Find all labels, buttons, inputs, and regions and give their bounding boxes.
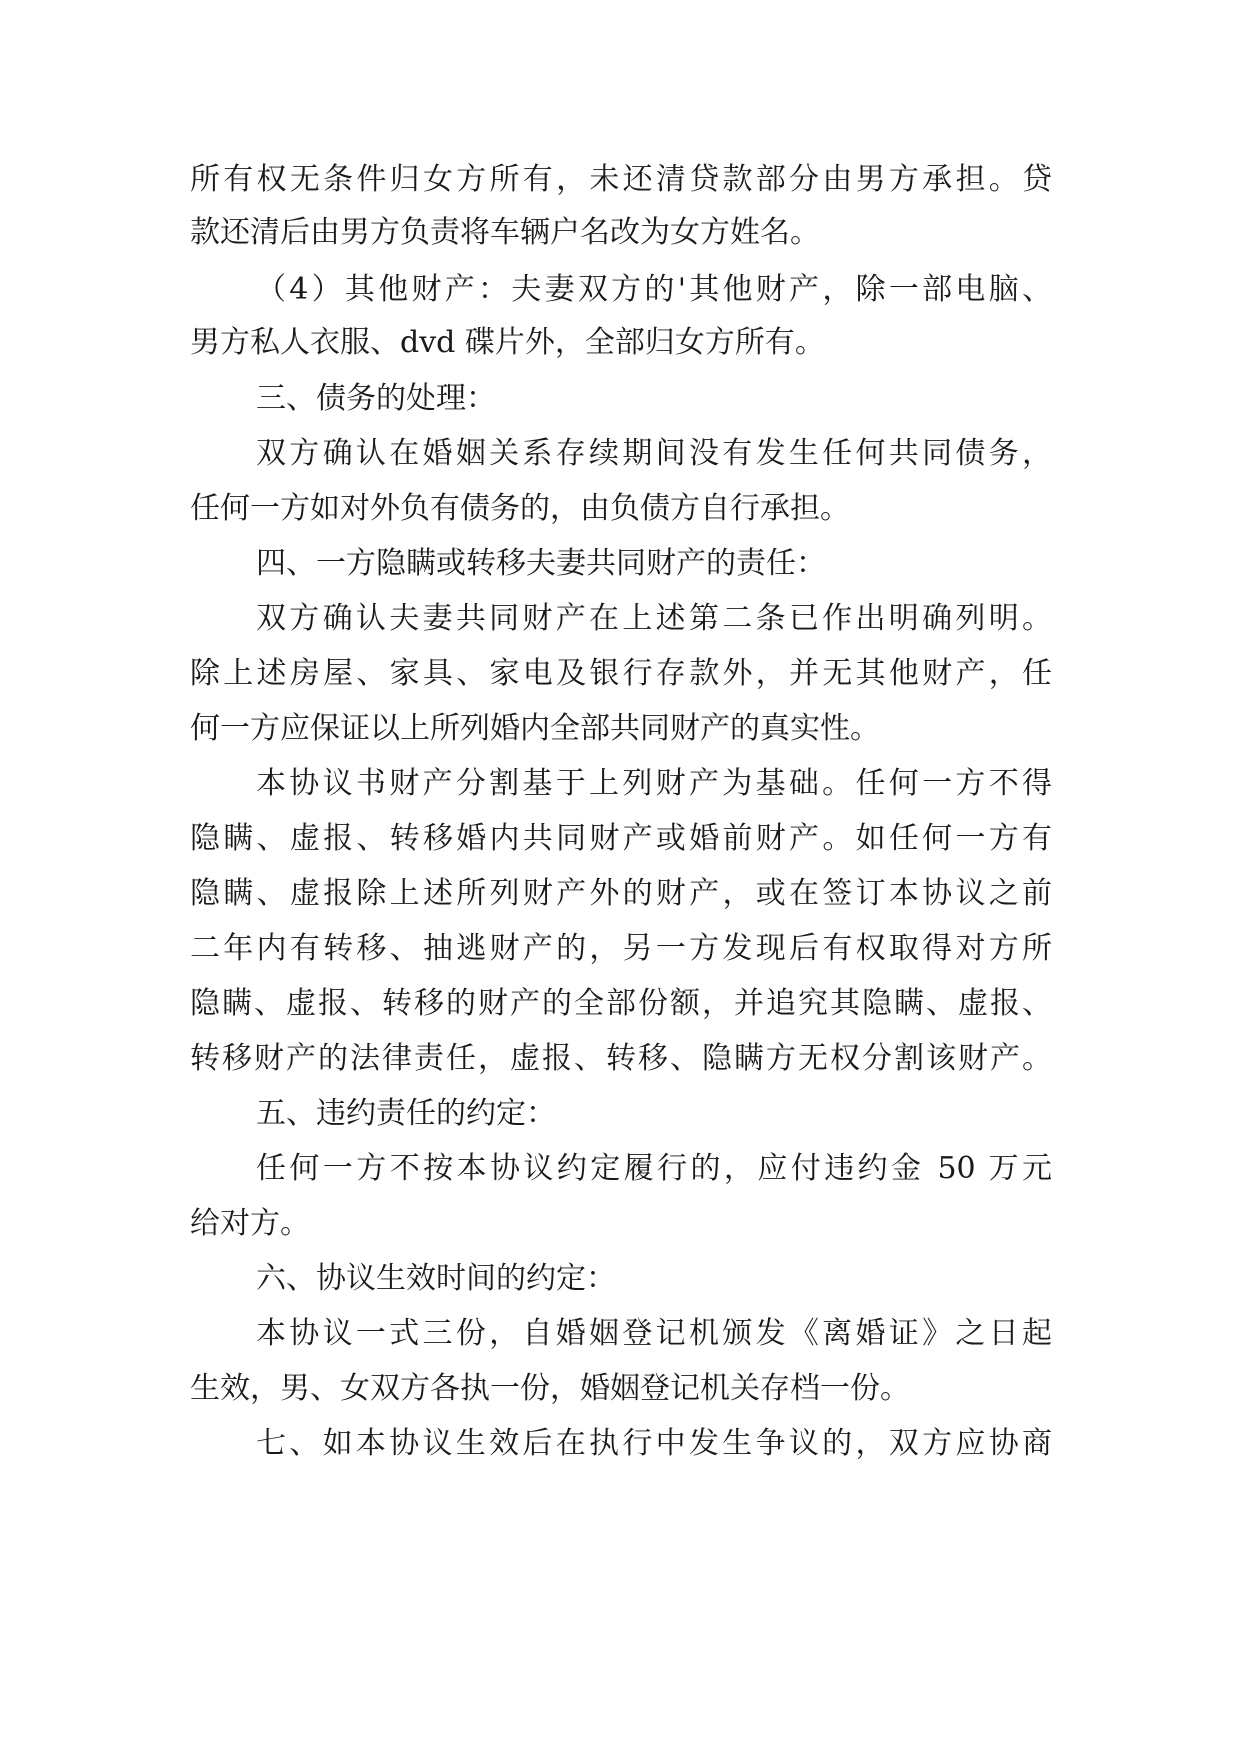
text-line: 转移财产的法律责任，虚报、转移、隐瞒方无权分割该财产。 — [190, 1041, 1052, 1076]
text-line: 所有权无条件归女方所有，未还清贷款部分由男方承担。贷 — [190, 162, 1052, 197]
section-heading: 五、违约责任的约定： — [256, 1096, 556, 1131]
text-line: 何一方应保证以上所列婚内全部共同财产的真实性。 — [190, 711, 880, 746]
text-line: 任何一方如对外负有债务的，由负债方自行承担。 — [190, 491, 850, 526]
text-line: 隐瞒、虚报除上述所列财产外的财产，或在签订本协议之前 — [190, 876, 1052, 911]
text-line: 生效，男、女双方各执一份，婚姻登记机关存档一份。 — [190, 1371, 910, 1406]
text-line: 隐瞒、虚报、转移的财产的全部份额，并追究其隐瞒、虚报、 — [190, 986, 1052, 1021]
text-line: 款还清后由男方负责将车辆户名改为女方姓名。 — [190, 215, 820, 250]
text-line: 双方确认在婚姻关系存续期间没有发生任何共同债务， — [256, 436, 1052, 471]
section-heading: 六、协议生效时间的约定： — [256, 1261, 616, 1296]
text-line: 男方私人衣服、dvd 碟片外，全部归女方所有。 — [190, 325, 825, 360]
text-line: 二年内有转移、抽逃财产的，另一方发现后有权取得对方所 — [190, 931, 1052, 966]
text-line: 七、如本协议生效后在执行中发生争议的，双方应协商 — [256, 1426, 1052, 1461]
text-line: 双方确认夫妻共同财产在上述第二条已作出明确列明。 — [256, 601, 1052, 636]
text-line: （4）其他财产：夫妻双方的'其他财产，除一部电脑、 — [256, 272, 1052, 307]
text-line: 任何一方不按本协议约定履行的，应付违约金 50 万元 — [256, 1151, 1052, 1186]
text-line: 本协议书财产分割基于上列财产为基础。任何一方不得 — [256, 766, 1052, 801]
text-line: 除上述房屋、家具、家电及银行存款外，并无其他财产，任 — [190, 656, 1052, 691]
text-line: 本协议一式三份，自婚姻登记机颁发《离婚证》之日起 — [256, 1316, 1052, 1351]
text-line: 隐瞒、虚报、转移婚内共同财产或婚前财产。如任何一方有 — [190, 821, 1052, 856]
section-heading: 三、债务的处理： — [256, 381, 496, 416]
text-line: 给对方。 — [190, 1206, 310, 1241]
section-heading: 四、一方隐瞒或转移夫妻共同财产的责任： — [256, 546, 826, 581]
